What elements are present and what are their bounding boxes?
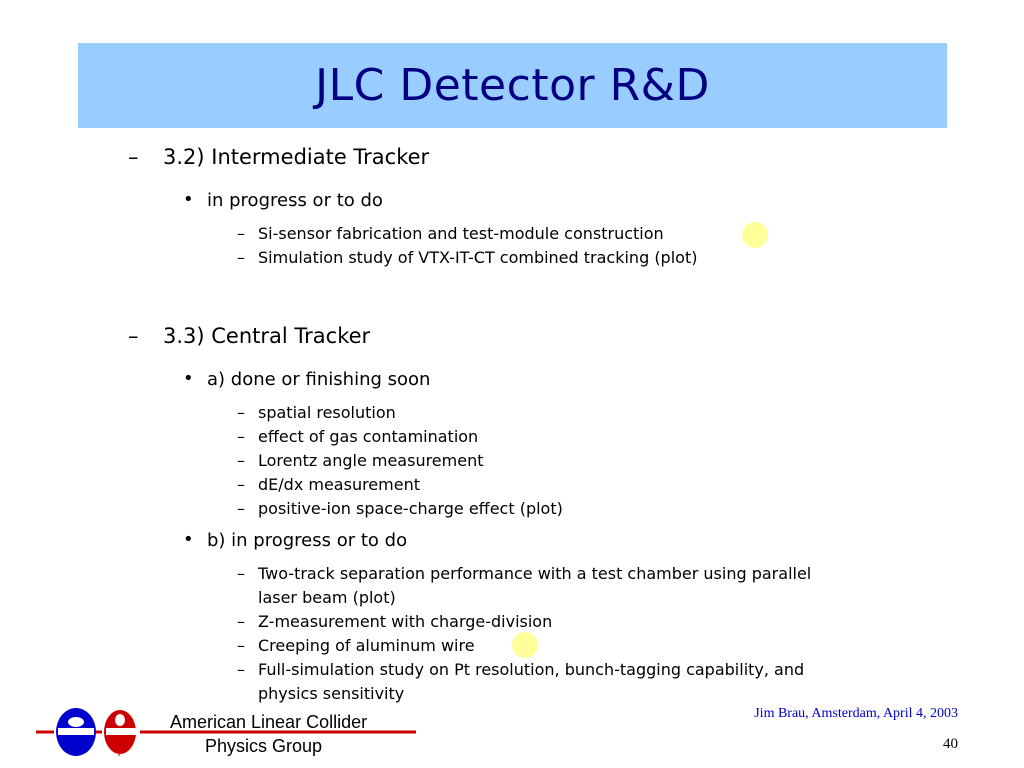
title-bar (78, 43, 947, 128)
section-heading-text: 3.2) Intermediate Tracker (163, 145, 430, 169)
org-name-line1: American Linear Collider (170, 712, 368, 732)
dash-marker: – (237, 451, 245, 470)
dash-marker: – (128, 145, 139, 169)
list-item-text: Two-track separation performance with a test chamber using parallel (258, 564, 812, 583)
list-item-text: physics sensitivity (258, 684, 405, 703)
page-number: 40 (943, 736, 958, 752)
list-item-text: laser beam (plot) (258, 588, 396, 607)
dash-marker: – (237, 427, 245, 446)
highlight-dot-icon (742, 222, 768, 248)
list-item-text: Si-sensor fabrication and test-module construction (258, 224, 664, 243)
bullet-text: b) in progress or to do (207, 530, 408, 551)
svg-text:+: + (114, 745, 125, 759)
dash-marker: – (237, 612, 245, 631)
list-item-text: effect of gas contamination (258, 427, 479, 446)
bullet-marker: • (183, 529, 194, 550)
dash-marker: – (237, 224, 245, 243)
bullet-text: a) done or finishing soon (207, 369, 431, 390)
dash-marker: – (237, 403, 245, 422)
section-heading-text: 3.3) Central Tracker (163, 324, 371, 348)
list-item-text: spatial resolution (258, 403, 396, 422)
list-item-text: Lorentz angle measurement (258, 451, 484, 470)
highlight-dot-icon (512, 632, 538, 658)
list-item-text: Full-simulation study on Pt resolution, bunch-tagging capability, and (258, 660, 805, 679)
slide-title: JLC Detector R&D (315, 60, 710, 111)
bullet-marker: • (183, 368, 194, 389)
dash-marker: – (237, 660, 245, 679)
dash-marker: – (237, 248, 245, 267)
list-item-text: dE/dx measurement (258, 475, 420, 494)
dash-marker: – (237, 636, 245, 655)
list-item-text: Simulation study of VTX-IT-CT combined tracking (plot) (258, 248, 698, 267)
bullet-marker: • (183, 189, 194, 210)
org-name-line2: Physics Group (205, 736, 323, 756)
footer-credit: Jim Brau, Amsterdam, April 4, 2003 (754, 706, 958, 721)
dash-marker: – (237, 475, 245, 494)
list-item-text: Z-measurement with charge-division (258, 612, 553, 631)
dash-marker: – (237, 499, 245, 518)
dash-marker: – (237, 564, 245, 583)
list-item-text: Creeping of aluminum wire (258, 636, 475, 655)
dash-marker: – (128, 324, 139, 348)
bullet-text: in progress or to do (207, 190, 383, 211)
list-item-text: positive-ion space-charge effect (plot) (258, 499, 563, 518)
